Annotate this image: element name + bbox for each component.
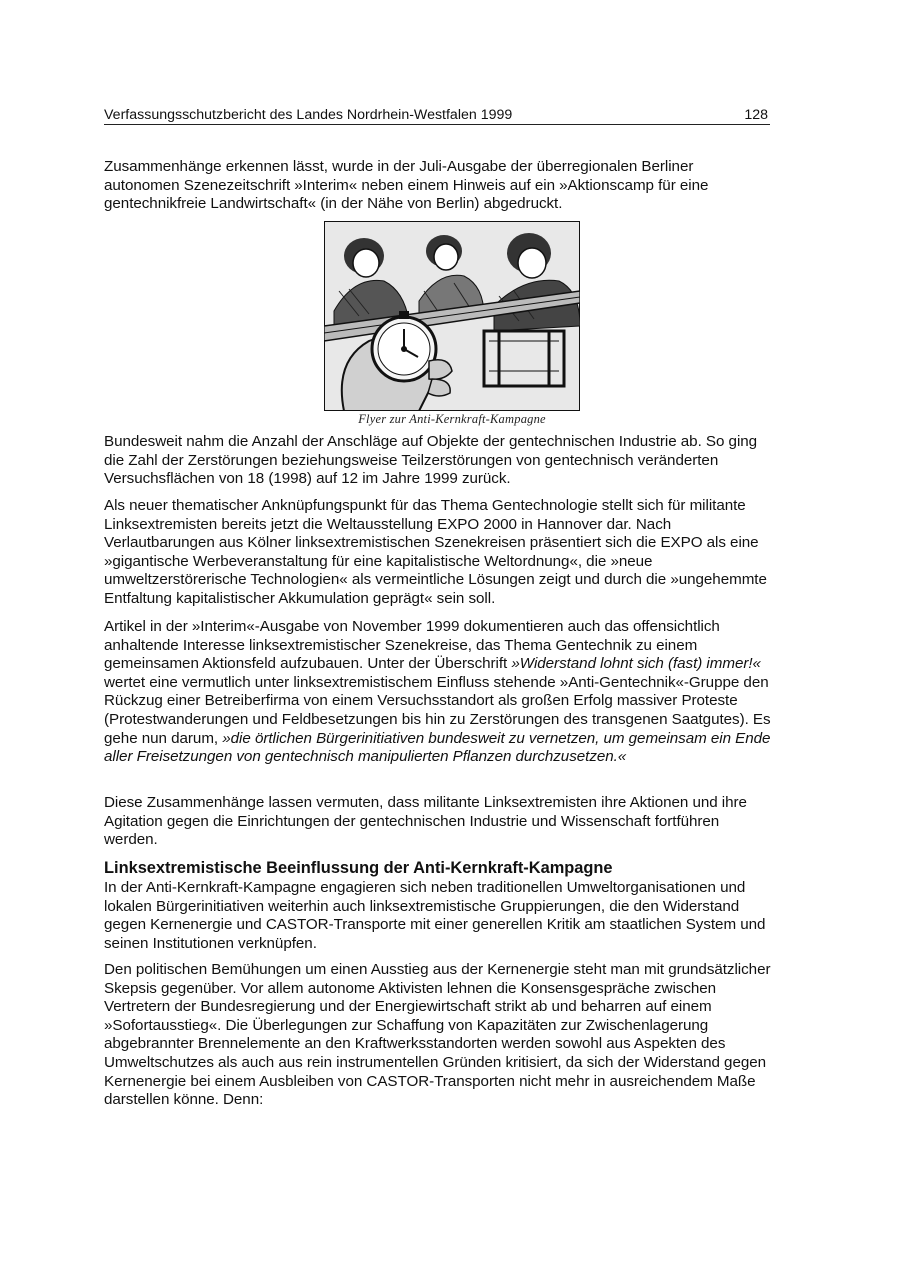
paragraph-4-text-a: Artikel in der »Interim«-Ausgabe von November 1999 dokumentieren auch das offensichtlich anhaltende Interesse linksextremistischer Szenekreise, das Thema Gentechnik zu einem gemeinsamen Aktionsfeld aufzubauen. Unter der Überschrift [104, 618, 720, 673]
figure-caption: Flyer zur Anti-Kernkraft-Kampagne [358, 412, 546, 426]
paragraph-4-text-c: wertet eine vermutlich unter linksextremistischem Einfluss stehende »Anti-Gentechnik«-Gruppe den Rückzug einer Betreiberfirma von einem Versuchsstandort als großen Erfolg massiver Proteste (Protestwanderungen und Feldbesetzungen bis hin zu Zerstörungen des transgenen Saatgutes). Es gehe nun darum, [104, 673, 771, 747]
paragraph-6: In der Anti-Kernkraft-Kampagne engagieren sich neben traditionellen Umweltorganisationen und lokalen Bürgerinitiativen weiterhin auch linksextremistische Gruppierungen, die den Widerstand gegen Kernenergie und CASTOR-Transporte mit einer generellen Kritik am staatlichen System und seinen Institutionen verknüpfen. [104, 879, 766, 952]
flyer-illustration-icon [324, 221, 580, 411]
paragraph-4-quote-goal: »die örtlichen Bürgerinitiativen bundesweit zu vernetzen, um gemeinsam ein Ende aller Freisetzungen von gentechnisch manipulierten Pflanzen durchzusetzen.« [104, 729, 771, 766]
paragraph-1: Zusammenhänge erkennen lässt, wurde in der Juli-Ausgabe der überregionalen Berliner autonomen Szenezeitschrift »Interim« neben einem Hinweis auf ein »Aktionscamp für eine gentechnikfreie Landwirtschaft« (in der Nähe von Berlin) abgedruckt. [104, 158, 709, 213]
page-number: 128 [744, 107, 768, 123]
flyer-figure [324, 221, 580, 427]
header-title: Verfassungsschutzbericht des Landes Nordrhein-Westfalen 1999 [104, 107, 513, 123]
section-heading: Linksextremistische Beeinflussung der Anti-Kernkraft-Kampagne [104, 859, 613, 877]
paragraph-3: Als neuer thematischer Anknüpfungspunkt für das Thema Gentechnologie stellt sich für militante Linksextremisten bereits jetzt die Weltausstellung EXPO 2000 in Hannover dar. Nach Verlautbarungen aus Kölner linksextremistischen Szenekreisen präsentiert sich die EXPO als eine »gigantische Werbeveranstaltung für eine kapitalistische Weltordnung«, die »neue umweltzerstörerische Technologien« als vermeintliche Lösungen zeigt und durch die »ungehemmte Entfaltung kapitalistischer Akkumulation geprägt« sein soll. [104, 497, 767, 607]
paragraph-4-quote-headline: »Widerstand lohnt sich (fast) immer!« [511, 655, 761, 673]
paragraph-2: Bundesweit nahm die Anzahl der Anschläge auf Objekte der gentechnischen Industrie ab. So ging die Zahl der Zerstörungen beziehungsweise Teilzerstörungen von gentechnisch veränderten Versuchsflächen von 18 (1998) auf 12 im Jahre 1999 zurück. [104, 433, 758, 488]
paragraph-7: Den politischen Bemühungen um einen Ausstieg aus der Kernenergie steht man mit grundsätzlicher Skepsis gegenüber. Vor allem autonome Aktivisten lehnen die Konsensgespräche zwischen Vertretern der Bundesregierung und der Energiewirtschaft strikt ab und beharren auf einem »Sofortausstieg«. Die Überlegungen zur Schaffung von Kapazitäten zur Zwischenlagerung abgebrannter Brennelemente an den Kraftwerksstandorten werden sowohl aus Aspekten des Umweltschutzes als auch aus rein instrumentellen Gründen kritisiert, da sich der Widerstand gegen Kernenergie bei einem Ausbleiben von CASTOR-Transporten nicht mehr in ausreichendem Maße darstellen könne. Denn: [104, 961, 771, 1109]
paragraph-4 [104, 618, 772, 767]
page-header [104, 106, 770, 125]
paragraph-5: Diese Zusammenhänge lassen vermuten, dass militante Linksextremisten ihre Aktionen und ihre Agitation gegen die Einrichtungen der gentechnischen Industrie und Wissenschaft fortführen werden. [104, 794, 747, 849]
